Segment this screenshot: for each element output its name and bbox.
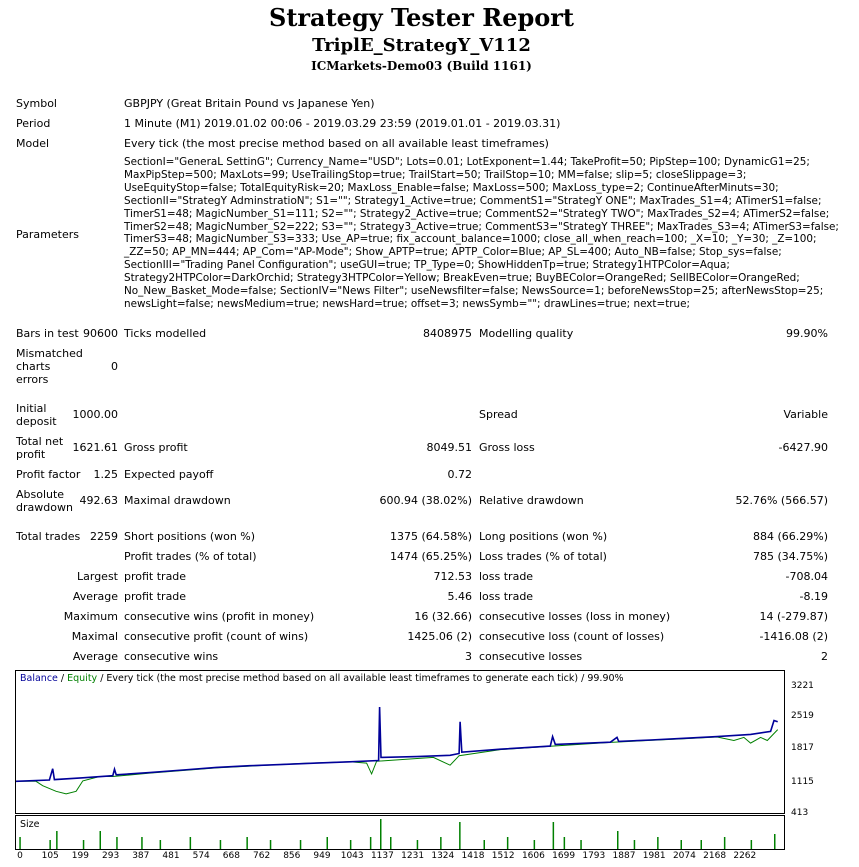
size-bar [553, 822, 555, 849]
x-tick-label: 1324 [431, 851, 455, 861]
size-bar [327, 837, 329, 849]
expert-name: TriplE_StrategY_V112 [312, 35, 531, 56]
expected-payoff-label: Expected payoff [124, 468, 214, 481]
maximal-consecutive-profit-value: 1425.06 (2) [407, 630, 472, 643]
maximal-label: Maximal [71, 630, 118, 643]
size-bar [507, 837, 509, 849]
size-bar [681, 840, 683, 849]
size-bar [370, 837, 372, 849]
size-bar [390, 837, 392, 849]
parameters-label: Parameters [16, 228, 79, 241]
size-bar [160, 840, 162, 849]
maximal-drawdown-value: 600.94 (38.02%) [379, 494, 472, 507]
average-loss-value: -8.19 [799, 590, 828, 603]
period-value: 1 Minute (M1) 2019.01.02 00:06 - 2019.03.29 23:59 (2019.01.01 - 2019.03.31) [124, 117, 561, 130]
gross-profit-label: Gross profit [124, 441, 188, 454]
profit-factor-value: 1.25 [93, 468, 118, 481]
y-tick-label: 2519 [791, 711, 814, 721]
average-profit-value: 5.46 [447, 590, 472, 603]
size-bar [220, 840, 222, 849]
size-chart [15, 815, 785, 850]
y-tick-label: 413 [791, 808, 809, 818]
y-tick-label: 3221 [791, 681, 814, 691]
short-positions-value: 1375 (64.58%) [389, 530, 472, 543]
size-bar [724, 837, 726, 849]
balance-chart [15, 670, 785, 814]
x-tick-label: 387 [132, 851, 150, 861]
size-chart-svg [16, 816, 784, 849]
net-profit-label-1: Total net [16, 435, 64, 448]
size-bar [83, 840, 85, 849]
quality-value: 99.90% [786, 327, 828, 340]
size-bar [300, 840, 302, 849]
average-loss-label: loss trade [479, 590, 534, 603]
x-tick-label: 2168 [703, 851, 727, 861]
size-bar [141, 837, 143, 849]
avg-consecutive-losses-label: consecutive losses [479, 650, 583, 663]
size-bar [100, 831, 102, 849]
ticks-label: Ticks modelled [124, 327, 207, 340]
average-label: Average [72, 590, 118, 603]
balance-chart-svg [16, 671, 784, 813]
profit-factor-label: Profit factor [16, 468, 81, 481]
legend-separator: / [57, 673, 68, 684]
deposit-label-2: deposit [16, 415, 57, 428]
size-bar [534, 840, 536, 849]
x-tick-label: 1699 [552, 851, 576, 861]
spread-label: Spread [479, 408, 518, 421]
y-tick-label: 1817 [791, 743, 814, 753]
size-bar [380, 819, 382, 849]
x-tick-label: 2262 [733, 851, 757, 861]
avg-consecutive-wins-label: consecutive wins [124, 650, 219, 663]
bars-value: 90600 [83, 327, 118, 340]
legend-equity: Equity [67, 673, 98, 684]
max-consecutive-wins-label: consecutive wins (profit in money) [124, 610, 315, 623]
spread-value: Variable [783, 408, 828, 421]
x-tick-label: 856 [283, 851, 301, 861]
symbol-value: GBPJPY (Great Britain Pound vs Japanese Yen) [124, 97, 375, 110]
largest-loss-value: -708.04 [785, 570, 828, 583]
max-consecutive-losses-label: consecutive losses (loss in money) [479, 610, 671, 623]
x-tick-label: 574 [192, 851, 210, 861]
maximal-consecutive-loss-label: consecutive loss (count of losses) [479, 630, 665, 643]
maximal-consecutive-loss-value: -1416.08 (2) [759, 630, 828, 643]
x-tick-label: 762 [253, 851, 271, 861]
x-tick-label: 1231 [401, 851, 425, 861]
profit-trades-value: 1474 (65.25%) [389, 550, 472, 563]
size-bar [56, 831, 58, 849]
size-bar [634, 840, 636, 849]
max-consecutive-losses-value: 14 (-279.87) [759, 610, 828, 623]
mismatch-label-3: errors [16, 373, 49, 386]
x-tick-label: 1793 [582, 851, 606, 861]
size-bar [774, 834, 776, 849]
mismatch-label-1: Mismatched [16, 347, 83, 360]
x-tick-label: 1606 [521, 851, 545, 861]
deposit-value: 1000.00 [72, 408, 118, 421]
y-tick-label: 1115 [791, 777, 814, 787]
size-bar [459, 822, 461, 849]
quality-label: Modelling quality [479, 327, 574, 340]
absolute-drawdown-label-1: Absolute [16, 488, 65, 501]
total-trades-label: Total trades [16, 530, 81, 543]
x-tick-label: 1137 [370, 851, 394, 861]
legend-description: / Every tick (the most precise method based on all available least timeframes to generate each tick) / 99.90% [97, 673, 624, 684]
x-tick-label: 0 [17, 851, 23, 861]
gross-profit-value: 8049.51 [426, 441, 472, 454]
size-bar [270, 840, 272, 849]
net-profit-label-2: profit [16, 448, 46, 461]
mismatch-label-2: charts [16, 360, 51, 373]
size-bar [580, 840, 582, 849]
x-tick-label: 1512 [491, 851, 515, 861]
x-tick-label: 1418 [461, 851, 485, 861]
x-tick-label: 293 [102, 851, 120, 861]
size-bar [417, 840, 419, 849]
net-profit-value: 1621.61 [72, 441, 118, 454]
long-positions-label: Long positions (won %) [479, 530, 608, 543]
loss-trades-label: Loss trades (% of total) [479, 550, 607, 563]
size-bar [190, 837, 192, 849]
maximal-drawdown-label: Maximal drawdown [124, 494, 231, 507]
size-bar [701, 840, 703, 849]
size-bar [49, 840, 51, 849]
deposit-label-1: Initial [16, 402, 47, 415]
model-label: Model [16, 137, 50, 150]
profit-trades-label: Profit trades (% of total) [124, 550, 257, 563]
loss-trades-value: 785 (34.75%) [752, 550, 828, 563]
expected-payoff-value: 0.72 [447, 468, 472, 481]
relative-drawdown-label: Relative drawdown [479, 494, 584, 507]
balance-line [16, 707, 778, 781]
size-bar [617, 831, 619, 849]
size-bar [564, 837, 566, 849]
absolute-drawdown-value: 492.63 [79, 494, 118, 507]
ticks-value: 8408975 [423, 327, 472, 340]
x-tick-label: 1887 [612, 851, 636, 861]
x-tick-label: 199 [71, 851, 89, 861]
x-tick-label: 2074 [672, 851, 696, 861]
period-label: Period [16, 117, 51, 130]
size-bar [350, 840, 352, 849]
x-tick-label: 105 [41, 851, 59, 861]
model-value: Every tick (the most precise method based on all available least timeframes) [124, 137, 549, 150]
gross-loss-value: -6427.90 [778, 441, 828, 454]
symbol-label: Symbol [16, 97, 57, 110]
bars-label: Bars in test [16, 327, 79, 340]
average-profit-label: profit trade [124, 590, 187, 603]
avg-consecutive-wins-value: 3 [465, 650, 472, 663]
avg-consecutive-losses-value: 2 [821, 650, 828, 663]
maximum-label: Maximum [63, 610, 118, 623]
largest-label: Largest [77, 570, 118, 583]
legend-balance: Balance [20, 673, 58, 684]
largest-loss-label: loss trade [479, 570, 534, 583]
total-trades-value: 2259 [90, 530, 118, 543]
size-bar [440, 837, 442, 849]
parameters-value: SectionI="GeneraL SettinG"; Currency_Name="USD"; Lots=0.01; LotExponent=1.44; TakeProfit=50; PipStep=100; DynamicG1=25; MaxPipStep=500; MaxLots=99; UseTrailingStop=true; TrailStart=50; TrailStop=10; MM=false; slip=5; closeSlippage=3; UseEquityStop=false; TotalEquityRisk=20; MaxLoss_Enable=false; MaxLoss=500; MaxLoss_type=2; ContinueAfterMinuts=30; SectionII="StrategY AdminstratioN"; S1=""; Strategy1_Active=true; CommentS1="StrategY ONE"; MaxTrades_S1=4; ATimerS1=false; TimerS1=48; MagicNumber_S1=111; S2=""; Strategy2_Active=true; CommentS2="StrategY TWO"; MaxTrades_S2=4; ATimerS2=false; TimerS2=48; MagicNumber_S2=222; S3=""; Strategy3_Active=true; CommentS3="StrategY THREE"; MaxTrades_S3=4; ATimerS3=false; TimerS3=48; MagicNumber_S3=333; Use_AP=true; fix_account_balance=1000; close_all_when_reach=100; _X=10; _Y=30; _Z=100; _ZZ=50; AP_MN=444; AP_Com="AP-Mode"; Show_APTP=true; APTP_Color=Blue; AP_SL=400; Auto_NB=false; Stop_sys=false; SectionIII="Trading Panel Configuration"; useGUI=true; TP_Type=0; ShowHiddenTp=true; Strategy1HTPColor=Aqua; Strategy2HTPColor=DarkOrchid; Strategy3HTPColor=Yellow; BreakEven=true; BuyBEColor=OrangeRed; SellBEColor=OrangeRed; No_New_Basket_Mode=false; SectionIV="News Filter"; useNewsfilter=false; NewsSource=1; beforeNewsStop=25; afterNewsStop=25; newsLight=false; newsMedium=true; newsHard=true; offset=3; newsSymb=""; drawLines=true; next=true; [124, 156, 839, 310]
size-bar [751, 840, 753, 849]
size-bar [246, 837, 248, 849]
x-tick-label: 1043 [340, 851, 364, 861]
size-bar [657, 837, 659, 849]
maximal-consecutive-profit-label: consecutive profit (count of wins) [124, 630, 309, 643]
average-consecutive-label: Average [72, 650, 118, 663]
largest-profit-value: 712.53 [433, 570, 472, 583]
x-tick-label: 668 [222, 851, 240, 861]
max-consecutive-wins-value: 16 (32.66) [414, 610, 472, 623]
mismatch-value: 0 [111, 360, 118, 373]
size-label: Size [20, 819, 40, 830]
x-tick-label: 481 [162, 851, 180, 861]
size-bar [19, 837, 21, 849]
chart-legend [20, 673, 624, 684]
short-positions-label: Short positions (won %) [124, 530, 256, 543]
relative-drawdown-value: 52.76% (566.57) [735, 494, 828, 507]
report-title: Strategy Tester Report [268, 3, 575, 32]
size-bar [116, 837, 118, 849]
x-tick-label: 949 [313, 851, 331, 861]
x-tick-label: 1981 [642, 851, 666, 861]
largest-profit-label: profit trade [124, 570, 187, 583]
gross-loss-label: Gross loss [479, 441, 535, 454]
long-positions-value: 884 (66.29%) [752, 530, 828, 543]
server-build: ICMarkets-Demo03 (Build 1161) [311, 59, 532, 73]
absolute-drawdown-label-2: drawdown [16, 501, 73, 514]
size-bar [484, 840, 486, 849]
